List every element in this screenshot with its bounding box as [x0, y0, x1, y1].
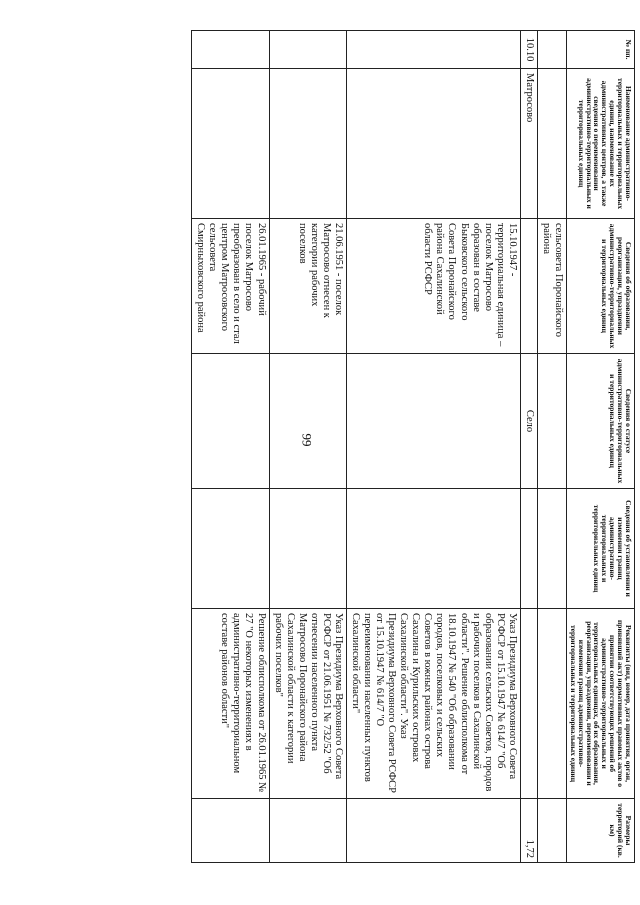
rotated-table-canvas	[82, 30, 635, 862]
table-row	[537, 31, 566, 863]
cell-acts: Решение облисполкома от 26.01.1965 № 27 "О некоторых изменениях в административно-территориальном составе районов области"	[192, 609, 269, 799]
cell-num: 10.10	[520, 31, 537, 69]
cell-formation: 21.06.1951 - поселок Матросово отнесен к категории рабочих поселков	[269, 219, 346, 354]
header-name: Наименование административно-территориальных и территориальных единиц, наименование их административных центров, а также сведения о переименовании административно-территориальных и территориальных единиц	[567, 69, 635, 219]
header-row	[567, 31, 635, 863]
table-row	[269, 31, 346, 863]
cell-status: Село	[520, 354, 537, 489]
header-formation: Сведения об образовании, реорганизации, упразднении административно-территориальных и территориальных единиц	[567, 219, 635, 354]
page-number: 99	[299, 433, 315, 447]
rotated-table-wrapper	[82, 30, 635, 862]
cell-formation: сельсовета Поронайского района	[537, 219, 566, 354]
header-borders: Сведения об установлении и изменении границ административно-территориальных и территориальных единиц	[567, 489, 635, 609]
cell-acts: Указ Президиума Верховного Совета РСФСР от 21.06.1951 № 732/52 "Об отнесении населенного пункта Матросово Поронайского района Сахалинской области к категории рабочих поселков"	[269, 609, 346, 799]
table-row	[346, 31, 520, 863]
header-num: № пп.	[567, 31, 635, 69]
header-status: Сведения о статусе административно-территориальных и территориальных единиц	[567, 354, 635, 489]
cell-area: 1,72	[520, 799, 537, 863]
header-area: Размеры территорий (кв. км)	[567, 799, 635, 863]
table-row	[520, 31, 537, 863]
header-acts: Реквизиты (вид, номер, дата принятия, орган, принявший акт) нормативных правовых актов о принятии соответствующих решений об административно-территориальных и территориальных единицах, об их образовании, реорганизации, упразднении, переименовании и изменении границ административно-территориальных и территориальных единиц	[567, 609, 635, 799]
cell-formation: 15.10.1947 - территориальная единица – поселок Матросово образован в составе Быковского сельского Совета Поронайского района Сахалинской области РСФСР	[346, 219, 520, 354]
cell-name: Матросово	[520, 69, 537, 219]
cell-acts: Указ Президиума Верховного Совета РСФСР от 15.10.1947 № 614/7 "Об образовании сельских Советов, городов и рабочих поселков в Сахалинской области". Решение облисполкома от 18.10.1947 № 540 "Об образовании городов, поселковых и сельских Советов в южных районах острова Сахалина и Курильских островах Сахалинской области". Указ Президиума Верховного Совета РСФСР от 15.10.1947 № 614/7 "О переименовании населенных пунктов Сахалинской области"	[346, 609, 520, 799]
table-row	[192, 31, 269, 863]
territory-table	[191, 30, 635, 863]
cell-formation: 26.01.1965 - рабочий поселок Матросово преобразован в село и стал центром Матросовского сельсовета Смирныховского района	[192, 219, 269, 354]
